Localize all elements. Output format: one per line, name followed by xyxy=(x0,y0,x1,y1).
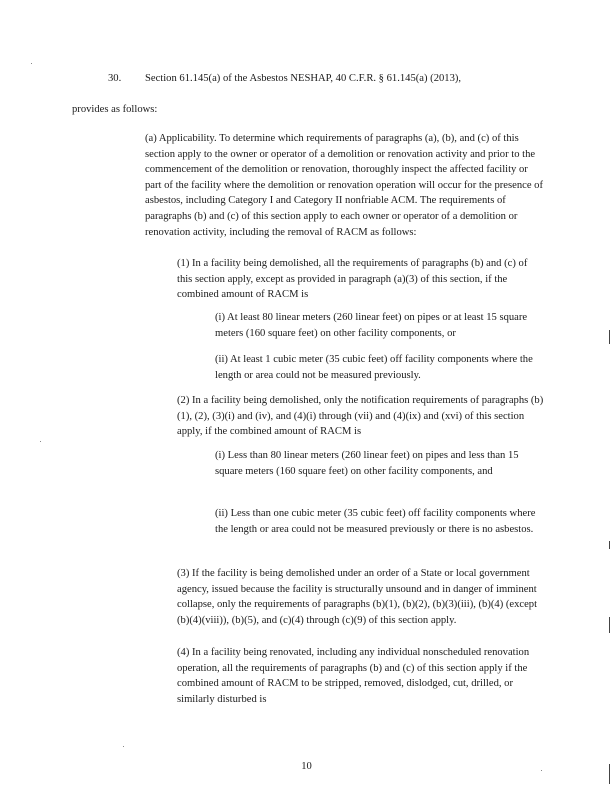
quoted-item-2: (2) In a facility being demolished, only the notification requirements of paragraphs (b)(1), (2), (3)(i) and (iv), and (4)(i) through (vii) and (4)(ix) and (xvi) of this section apply, if the combined amount of RACM is xyxy=(177,395,544,438)
quoted-item-2-ii: (ii) Less than one cubic meter (35 cubic feet) off facility components where the length or area could not be measured previously or there is no asbestos. xyxy=(215,508,536,535)
quoted-item-4: (4) In a facility being renovated, including any individual nonscheduled renovation operation, all the requirements of paragraphs (b) and (c) of this section apply if the combined amount of RACM to be stripped, removed, dislodged, cut, drilled, or similarly disturbed is xyxy=(177,647,530,705)
paragraph-30-lead xyxy=(108,71,461,87)
paragraph-continuation: provides as follows: xyxy=(72,104,158,115)
paragraph-lead-text: Section 61.145(a) of the Asbestos NESHAP, 40 C.F.R. § 61.145(a) (2013), xyxy=(145,73,462,84)
scan-artifact-mark xyxy=(609,764,610,784)
scan-artifact-dot xyxy=(123,746,124,747)
quoted-item-2-i: (i) Less than 80 linear meters (260 linear feet) on pipes and less than 15 square meters (160 square feet) on other facility components, and xyxy=(215,450,519,477)
scan-artifact-mark xyxy=(609,617,610,633)
scan-artifact-mark xyxy=(609,330,610,344)
quoted-subsection-a: (a) Applicability. To determine which requirements of paragraphs (a), (b), and (c) of this section apply to the owner or operator of a demolition or renovation activity and prior to the commencement of the demolition or renovation, thoroughly inspect the affected facility or part of the facility where the demolition or renovation operation will occur for the presence of asbestos, including Category I and Category II nonfriable ACM. The requirements of paragraphs (b) and (c) of this section apply to each owner or operator of a demolition or renovation activity, including the removal of RACM as follows: xyxy=(145,133,544,238)
page-number: 10 xyxy=(301,761,312,772)
quoted-item-1-ii: (ii) At least 1 cubic meter (35 cubic feet) off facility components where the length or area could not be measured previously. xyxy=(215,354,533,381)
scan-artifact-dot xyxy=(40,441,41,442)
scan-artifact-dot xyxy=(541,770,542,771)
scan-artifact-dot xyxy=(31,63,32,64)
scan-artifact-mark xyxy=(609,541,610,549)
quoted-item-1-i: (i) At least 80 linear meters (260 linear feet) on pipes or at least 15 square meters (160 square feet) on other facility components, or xyxy=(215,312,528,339)
quoted-item-1: (1) In a facility being demolished, all the requirements of paragraphs (b) and (c) of this section apply, except as provided in paragraph (a)(3) of this section, if the combined amount of RACM is xyxy=(177,258,528,301)
paragraph-number: 30. xyxy=(108,73,122,84)
quoted-item-3: (3) If the facility is being demolished under an order of a State or local government agency, issued because the facility is structurally unsound and in danger of imminent collapse, only the requirements of paragraphs (b)(1), (b)(2), (b)(3)(iii), (b)(4) (except (b)(4)(viii)), (b)(5), and (c)(4) through (c)(9) of this section apply. xyxy=(177,568,538,626)
